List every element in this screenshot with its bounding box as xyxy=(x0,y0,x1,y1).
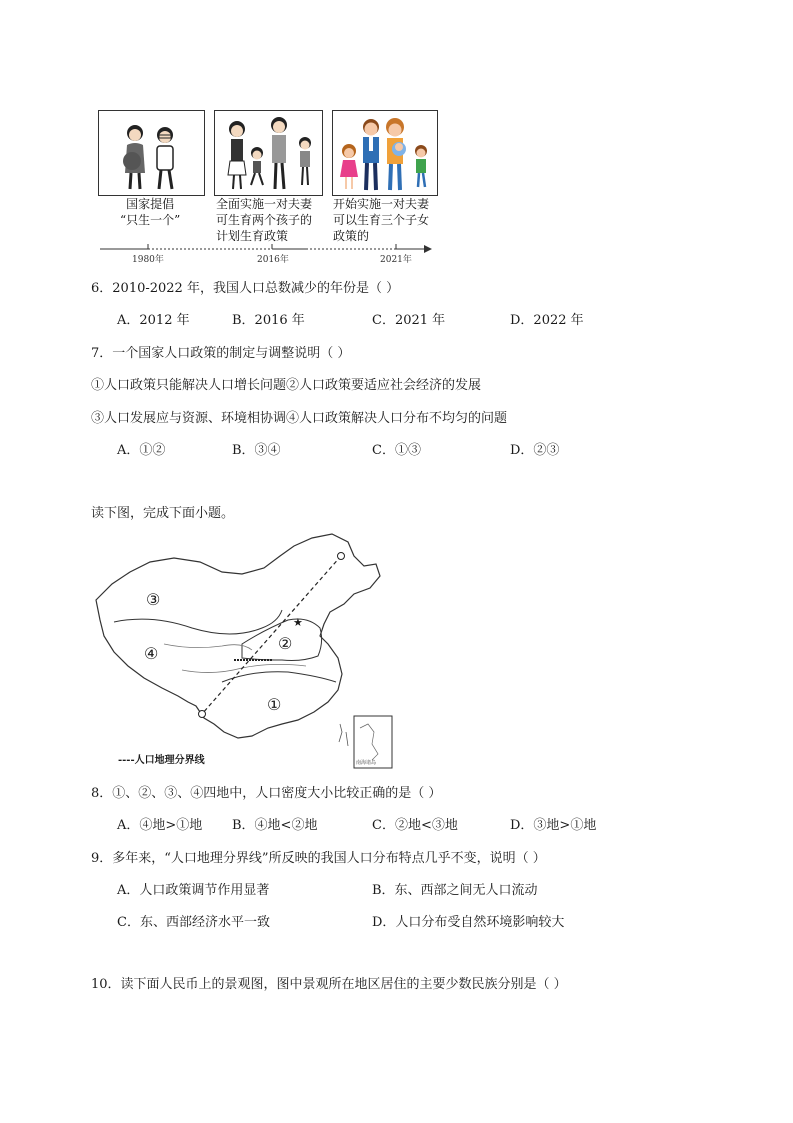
q8-option-b[interactable]: B．④地<②地 xyxy=(232,818,318,833)
q6-option-b[interactable]: B．2016 年 xyxy=(232,313,305,328)
region-label-2: ② xyxy=(278,634,293,653)
question-10: 10．读下面人民币上的景观图，图中景观所在地区居住的主要少数民族分别是（ ） xyxy=(91,977,567,992)
china-outline xyxy=(96,534,380,738)
caption-2021 xyxy=(333,196,429,244)
q7-statements-1: ①人口政策只能解决人口增长问题②人口政策要适应社会经济的发展 xyxy=(91,378,482,393)
question-8: 8．①、②、③、④四地中，人口密度大小比较正确的是（ ） xyxy=(91,786,442,801)
q9-option-d[interactable]: D．人口分布受自然环境影响较大 xyxy=(372,915,565,930)
q8-option-a[interactable]: A．④地>①地 xyxy=(117,818,203,833)
q7-statements-2: ③人口发展应与资源、环境相协调④人口政策解决人口分布不均匀的问题 xyxy=(91,411,508,426)
caption-line: 开始实施一对夫妻 xyxy=(333,197,430,211)
caption-line: 全面实施一对夫妻 xyxy=(216,197,313,211)
caption-line: 政策的 xyxy=(333,229,370,243)
one-child-family-illustration xyxy=(99,111,204,195)
caption-line: 国家提倡 xyxy=(126,197,175,211)
q7-option-d[interactable]: D．②③ xyxy=(510,443,560,458)
timeline-panel-2021 xyxy=(332,110,438,196)
caption-1980 xyxy=(120,196,180,228)
q8-option-d[interactable]: D．③地>①地 xyxy=(510,818,597,833)
timeline-panel-2016 xyxy=(214,110,323,196)
caption-2016 xyxy=(216,196,312,244)
beijing-star-icon: ★ xyxy=(293,616,303,629)
caption-line: 可以生育三个子女 xyxy=(333,213,430,227)
question-9: 9．多年来，“人口地理分界线”所反映的我国人口分布特点几乎不变，说明（ ） xyxy=(91,851,546,866)
question-7: 7．一个国家人口政策的制定与调整说明（ ） xyxy=(91,346,351,361)
year-label-1980: 1980年 xyxy=(132,255,164,265)
year-label-2021: 2021年 xyxy=(380,255,412,265)
q6-option-a[interactable]: A．2012 年 xyxy=(117,313,190,328)
caption-line: “只生一个” xyxy=(120,213,181,227)
timeline-panel-1980 xyxy=(98,110,205,196)
caption-line: 计划生育政策 xyxy=(216,229,289,243)
q7-option-c[interactable]: C．①③ xyxy=(372,443,421,458)
q9-option-c[interactable]: C．东、西部经济水平一致 xyxy=(117,915,270,930)
q6-option-d[interactable]: D．2022 年 xyxy=(510,313,584,328)
region-label-3: ③ xyxy=(146,590,161,609)
three-child-family-illustration xyxy=(333,111,437,195)
china-population-map xyxy=(92,532,402,772)
map-legend: ----人口地理分界线 xyxy=(118,755,205,766)
year-label-2016: 2016年 xyxy=(257,255,289,265)
q7-option-b[interactable]: B．③④ xyxy=(232,443,281,458)
inset-label: 南海诸岛 xyxy=(356,760,377,766)
two-child-family-illustration xyxy=(215,111,322,195)
region-label-1: ① xyxy=(267,695,282,714)
caption-line: 可生育两个孩子的 xyxy=(216,213,313,227)
q6-option-c[interactable]: C．2021 年 xyxy=(372,313,446,328)
q9-option-a[interactable]: A．人口政策调节作用显著 xyxy=(117,883,270,898)
question-6: 6．2010-2022 年，我国人口总数减少的年份是（ ） xyxy=(91,281,400,296)
map-instruction: 读下图，完成下面小题。 xyxy=(91,506,235,521)
region-label-4: ④ xyxy=(144,644,159,663)
q9-option-b[interactable]: B．东、西部之间无人口流动 xyxy=(372,883,538,898)
q8-option-c[interactable]: C．②地<③地 xyxy=(372,818,458,833)
q7-option-a[interactable]: A．①② xyxy=(117,443,166,458)
